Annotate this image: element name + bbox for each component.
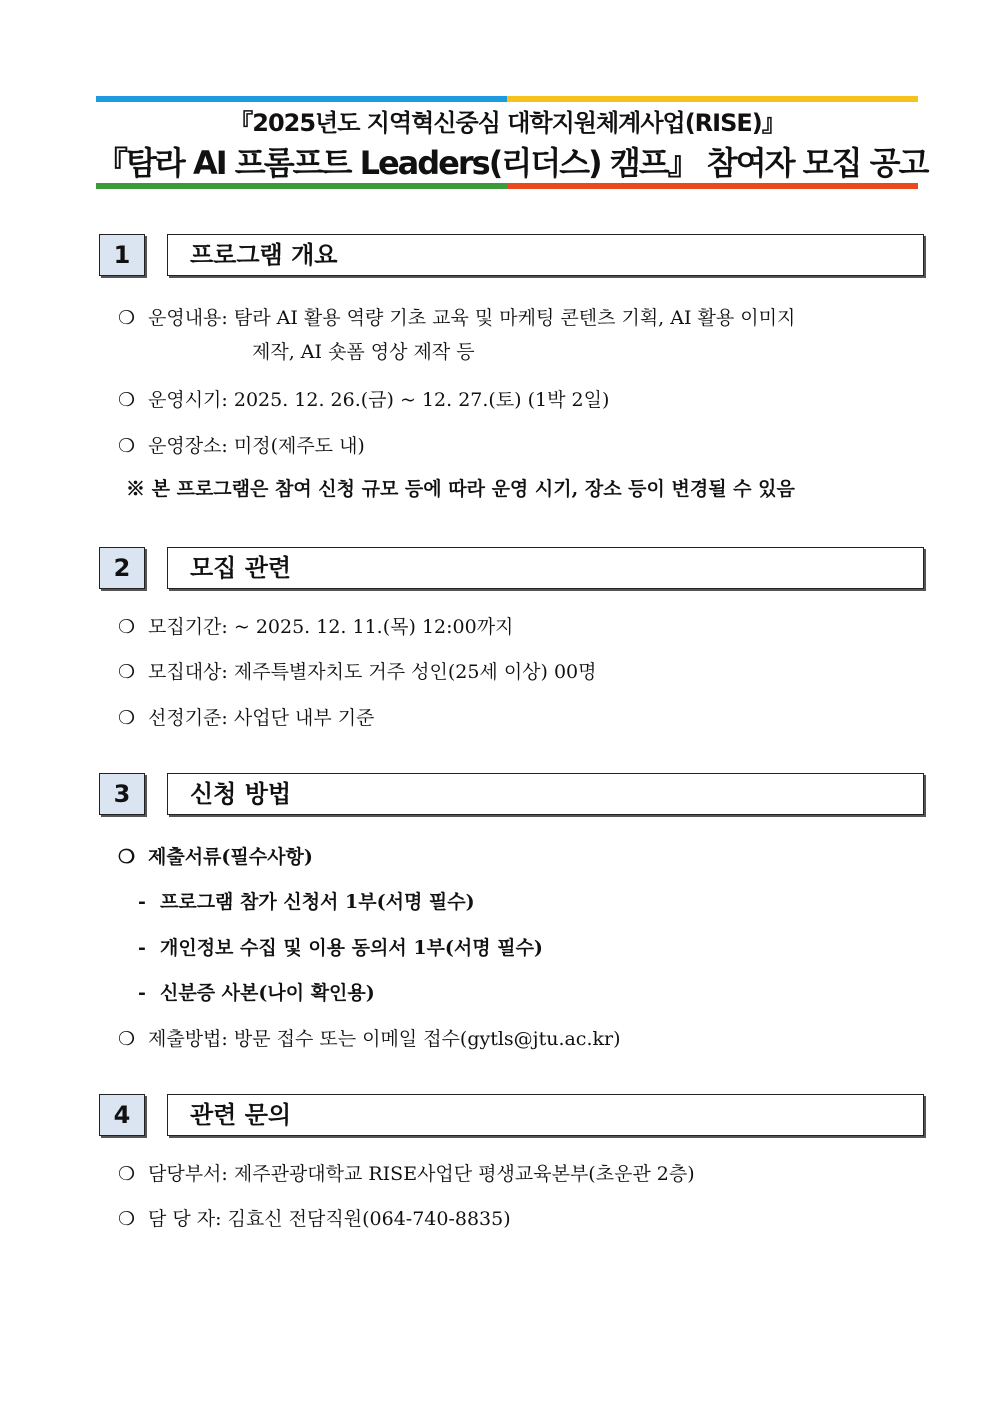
line-text: 신분증 사본(나이 확인용) [160,982,375,1004]
list-item [118,612,513,639]
list-item [138,978,375,1005]
list-item [118,431,365,458]
list-item [118,842,313,869]
section-heading: 프로그램 개요 [167,234,924,276]
line-text: 제작, AI 숏폼 영상 제작 등 [252,341,475,363]
section-number: 4 [99,1094,145,1136]
header-bar-top-left [96,96,507,102]
bullet-icon: ❍ [118,1208,136,1230]
bullet-icon: ❍ [118,1163,136,1185]
dash-icon: - [138,982,146,1004]
line-text: 개인정보 수집 및 이용 동의서 1부(서명 필수) [160,937,543,959]
page-title: 『탐라 AI 프롬프트 Leaders(리더스) 캠프』 참여자 모집 공고 [96,144,928,182]
section-number: 2 [99,547,145,589]
bullet-icon: ❍ [118,846,136,868]
list-item [118,1024,621,1051]
line-text: 담당부서: 제주관광대학교 RISE사업단 평생교육본부(초운관 2층) [148,1163,695,1185]
list-item [118,657,597,684]
line-text: 선정기준: 사업단 내부 기준 [148,707,375,729]
section-heading: 모집 관련 [167,547,924,589]
dash-icon: - [138,891,146,913]
header-bar-bottom-right [507,183,918,189]
line-text: 모집기간: ~ 2025. 12. 11.(목) 12:00까지 [148,616,514,638]
section-heading: 관련 문의 [167,1094,924,1136]
header-bar-bottom-left [96,183,507,189]
list-item [138,933,543,960]
notice-text: ※ 본 프로그램은 참여 신청 규모 등에 따라 운영 시기, 장소 등이 변경될 수 있음 [126,478,795,500]
line-text: 운영내용: 탐라 AI 활용 역량 기초 교육 및 마케팅 콘텐츠 기획, AI 활용 이미지 [148,307,796,329]
section-heading: 신청 방법 [167,773,924,815]
line-text: 운영장소: 미정(제주도 내) [148,435,365,457]
line-text: 모집대상: 제주특별자치도 거주 성인(25세 이상) 00명 [148,661,597,683]
line-text: 제출서류(필수사항) [148,846,313,868]
line-text: 담 당 자: 김효신 전담직원(064-740-8835) [148,1208,511,1230]
bullet-icon: ❍ [118,707,136,729]
list-item [138,887,475,914]
bullet-icon: ❍ [118,616,136,638]
list-item [118,385,609,412]
bullet-icon: ❍ [118,307,136,329]
bullet-icon: ❍ [118,435,136,457]
line-text: 제출방법: 방문 접수 또는 이메일 접수(gytls@jtu.ac.kr) [148,1028,621,1050]
list-item [118,1204,511,1231]
section-number: 1 [99,234,145,276]
list-item [252,337,475,364]
header-bar-top-right [507,96,918,102]
dash-icon: - [138,937,146,959]
bullet-icon: ❍ [118,1028,136,1050]
line-text: 운영시기: 2025. 12. 26.(금) ~ 12. 27.(토) (1박 2일) [148,389,610,411]
list-item [118,1159,695,1186]
list-item [118,703,374,730]
bullet-icon: ❍ [118,389,136,411]
list-item [118,303,795,330]
line-text: 프로그램 참가 신청서 1부(서명 필수) [160,891,475,913]
section-number: 3 [99,773,145,815]
bullet-icon: ❍ [118,661,136,683]
page-subtitle: 『2025년도 지역혁신중심 대학지원체계사업(RISE)』 [229,109,785,137]
